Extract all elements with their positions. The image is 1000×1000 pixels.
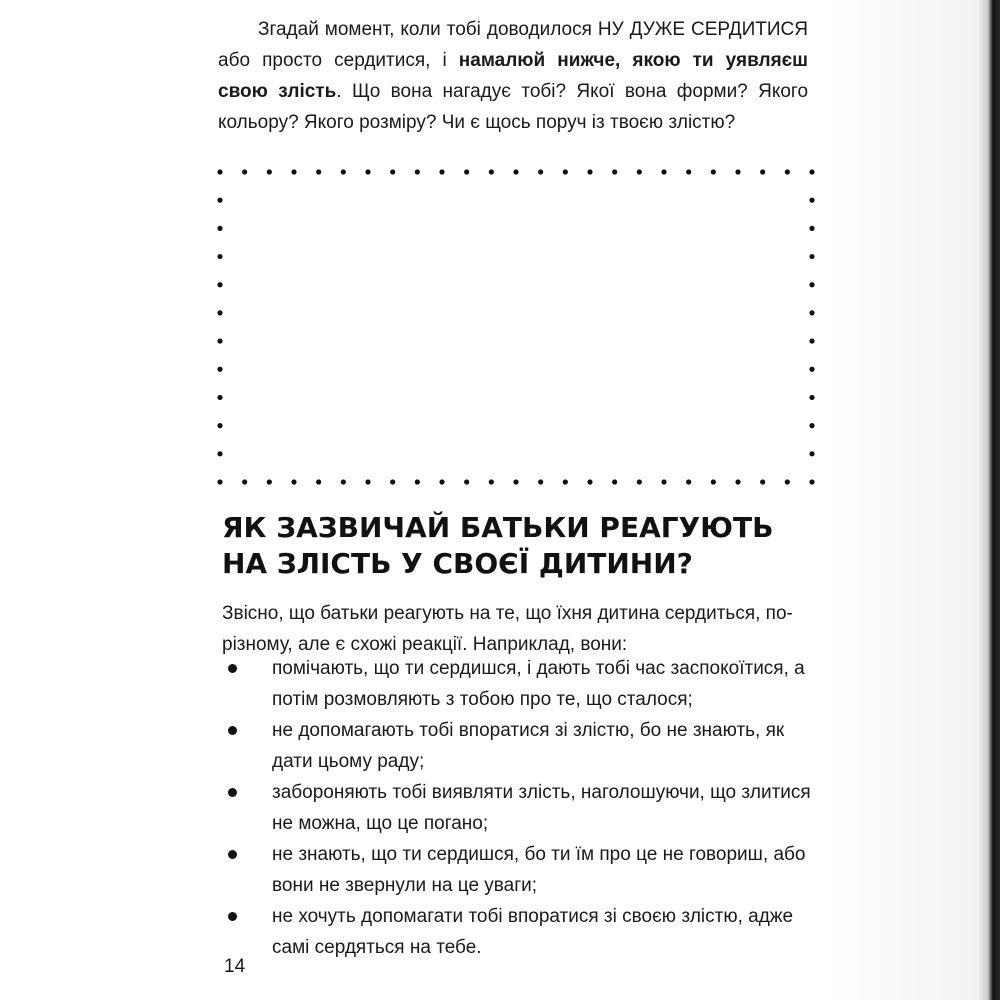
frame-dot <box>760 479 765 484</box>
frame-dot <box>809 338 814 343</box>
frame-dot <box>785 169 790 174</box>
frame-dot <box>563 479 568 484</box>
frame-dot <box>785 479 790 484</box>
frame-dot <box>217 254 222 259</box>
frame-dot <box>217 479 222 484</box>
frame-dot <box>686 479 691 484</box>
frame-dot <box>341 479 346 484</box>
frame-dot <box>217 226 222 231</box>
frame-dot <box>291 169 296 174</box>
list-item <box>222 653 812 715</box>
frame-dot <box>735 169 740 174</box>
frame-dot <box>390 479 395 484</box>
reactions-list <box>222 653 812 963</box>
list-item <box>222 901 812 963</box>
frame-dot <box>242 479 247 484</box>
frame-dot <box>661 479 666 484</box>
frame-dot <box>809 198 814 203</box>
bullet-icon <box>228 788 237 797</box>
frame-dot <box>217 282 222 287</box>
frame-dot <box>365 169 370 174</box>
body-paragraph: Звісно, що батьки реагують на те, що їхня дитина сердиться, по-різному, але є схожі реакції. Наприклад, вони: <box>222 603 793 655</box>
prompt-emphasis: намалюй нижче, якою ти уявляєш свою злість <box>218 50 808 102</box>
frame-dot <box>563 169 568 174</box>
frame-dot <box>809 367 814 372</box>
frame-dot <box>513 479 518 484</box>
frame-dot <box>612 169 617 174</box>
frame-dot <box>513 169 518 174</box>
frame-dot <box>439 479 444 484</box>
prompt-text-2: . Що вона нагадує тобі? Якої вона форми? Якого кольору? Якого розміру? Чи є щось поруч із твоєю злістю? <box>218 81 809 133</box>
drawing-prompt <box>218 14 808 138</box>
bullet-icon <box>228 850 237 859</box>
frame-dot <box>217 338 222 343</box>
list-item-text: забороняють тобі виявляти злість, наголошуючи, що злитися не можна, що це погано; <box>272 782 811 834</box>
list-item-text: не хочуть допомагати тобі впоратися зі своєю злістю, адже самі сердяться на тебе. <box>272 906 794 958</box>
frame-dot <box>809 479 814 484</box>
section-heading <box>222 510 822 582</box>
frame-dot <box>637 479 642 484</box>
list-item <box>222 777 812 839</box>
frame-dot <box>217 169 222 174</box>
frame-dot <box>538 169 543 174</box>
frame-dot <box>809 310 814 315</box>
frame-dot <box>291 479 296 484</box>
frame-dot <box>809 282 814 287</box>
frame-dot <box>809 395 814 400</box>
list-item-text: не допомагають тобі впоратися зі злістю, бо не знають, як дати цьому раду; <box>272 720 785 772</box>
frame-dot <box>316 169 321 174</box>
frame-dot <box>217 367 222 372</box>
frame-dot <box>390 169 395 174</box>
page-number: 14 <box>224 956 246 977</box>
frame-dot <box>538 479 543 484</box>
frame-dot <box>464 479 469 484</box>
frame-dot <box>415 169 420 174</box>
frame-dot <box>711 169 716 174</box>
list-item-text: не знають, що ти сердишся, бо ти їм про це не говориш, або вони не звернули на це уваги; <box>272 844 806 896</box>
frame-dot <box>267 479 272 484</box>
frame-dot <box>735 479 740 484</box>
heading-line-1: ЯК ЗАЗВИЧАЙ БАТЬКИ РЕАГУЮТЬ <box>222 511 774 544</box>
frame-dot <box>612 479 617 484</box>
drawing-area[interactable] <box>211 162 821 492</box>
frame-dot <box>267 169 272 174</box>
frame-dot <box>809 451 814 456</box>
bullet-icon <box>228 726 237 735</box>
book-spine-shadow <box>828 0 1000 1000</box>
heading-line-2: НА ЗЛІСТЬ У СВОЄЇ ДИТИНИ? <box>222 547 693 580</box>
list-item <box>222 715 812 777</box>
frame-dot <box>217 451 222 456</box>
prompt-text-1: Згадай момент, коли тобі доводилося НУ ДУЖЕ СЕРДИТИСЯ або просто сердитися, і <box>218 19 808 71</box>
frame-dot <box>809 226 814 231</box>
frame-dot <box>341 169 346 174</box>
frame-dot <box>439 169 444 174</box>
frame-dot <box>587 479 592 484</box>
frame-dot <box>217 423 222 428</box>
bullet-icon <box>228 664 237 673</box>
frame-dot <box>365 479 370 484</box>
list-item-text: помічають, що ти сердишся, і дають тобі час заспокоїтися, а потім розмовляють з тобою про те, що сталося; <box>272 658 805 710</box>
frame-dot <box>587 169 592 174</box>
frame-dot <box>464 169 469 174</box>
frame-dot <box>711 479 716 484</box>
frame-dot <box>489 479 494 484</box>
frame-dot <box>489 169 494 174</box>
dotted-frame <box>211 162 821 492</box>
frame-dot <box>217 310 222 315</box>
list-item <box>222 839 812 901</box>
frame-dot <box>217 198 222 203</box>
frame-dot <box>809 423 814 428</box>
frame-dot <box>809 254 814 259</box>
frame-dot <box>217 395 222 400</box>
frame-dot <box>242 169 247 174</box>
frame-dot <box>686 169 691 174</box>
frame-dot <box>661 169 666 174</box>
bullet-icon <box>228 912 237 921</box>
frame-dot <box>316 479 321 484</box>
frame-dot <box>637 169 642 174</box>
frame-dot <box>760 169 765 174</box>
frame-dot <box>809 169 814 174</box>
frame-dot <box>415 479 420 484</box>
